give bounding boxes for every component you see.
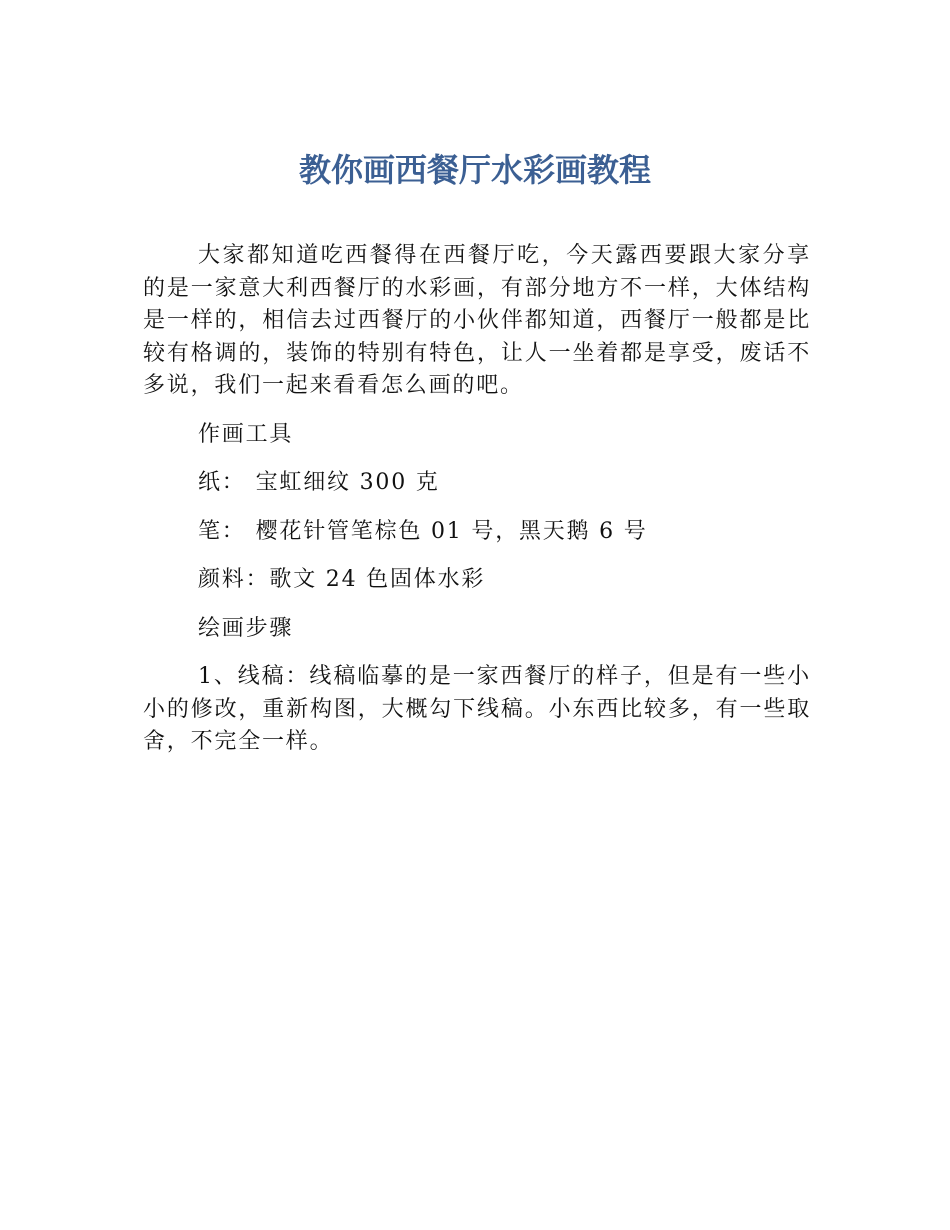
spacer <box>143 500 811 516</box>
spacer <box>143 451 811 467</box>
step-1-paragraph: 1、线稿：线稿临摹的是一家西餐厅的样子，但是有一些小小的修改，重新构图，大概勾下线稿。小东西比较多，有一些取舍，不完全一样。 <box>143 664 811 754</box>
tools-heading: 作画工具 <box>198 421 294 447</box>
document-title: 教你画西餐厅水彩画教程 <box>298 151 651 189</box>
pen-line <box>143 516 811 549</box>
spacer <box>143 548 811 564</box>
document-body <box>143 240 811 759</box>
intro-paragraph: 大家都知道吃西餐得在西餐厅吃，今天露西要跟大家分享的是一家意大利西餐厅的水彩画，有部分地方不一样，大体结构是一样的，相信去过西餐厅的小伙伴都知道，西餐厅一般都是比较有格调的，装饰的特别有特色，让人一坐着都是享受，废话不多说，我们一起来看看怎么画的吧。 <box>143 243 811 398</box>
pen-value: 樱花针管笔棕色 01 号，黑天鹅 6 号 <box>255 518 648 544</box>
spacer <box>143 403 811 419</box>
paper-value: 宝虹细纹 300 克 <box>255 470 440 495</box>
steps-heading: 绘画步骤 <box>198 615 294 641</box>
paint-label: 颜料： <box>198 567 270 592</box>
spacer <box>143 645 811 661</box>
pen-label: 笔： <box>198 518 246 544</box>
paper-line <box>143 467 811 500</box>
spacer <box>143 597 811 613</box>
paper-label: 纸： <box>198 470 246 495</box>
paint-line <box>143 564 811 597</box>
paint-value: 歌文 24 色固体水彩 <box>269 567 486 592</box>
